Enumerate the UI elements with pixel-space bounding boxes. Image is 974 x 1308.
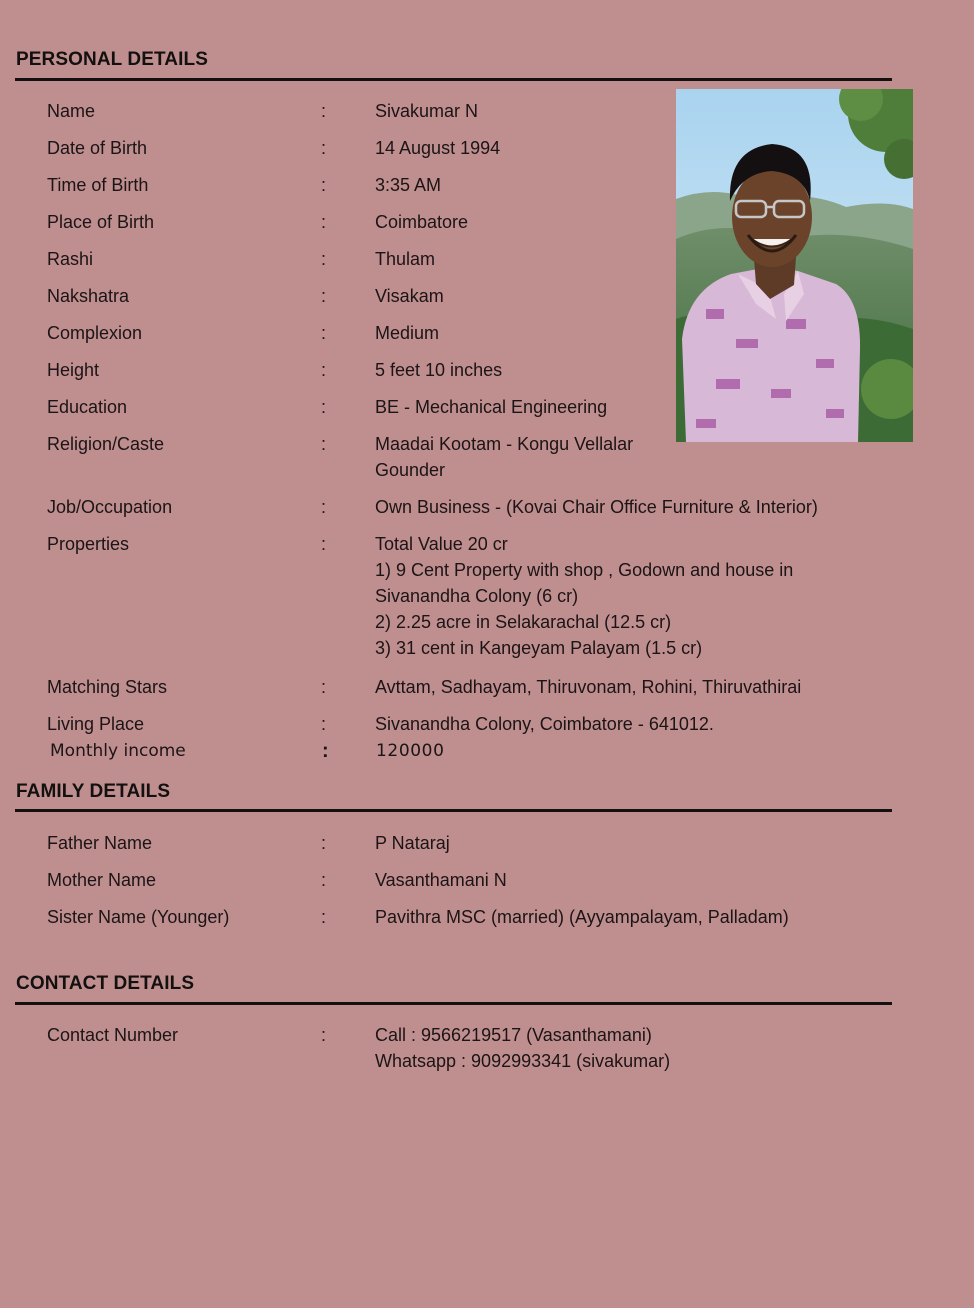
tob-colon: : <box>321 175 327 195</box>
complexion-label: Complexion <box>47 323 143 343</box>
dob-colon: : <box>321 138 327 158</box>
profile-photo <box>676 89 913 442</box>
properties-colon: : <box>321 534 327 554</box>
personal-details-divider <box>15 78 892 81</box>
properties-line: 1) 9 Cent Property with shop , Godown and house in <box>375 560 794 580</box>
father-name-label: Father Name <box>47 833 153 853</box>
rashi-value: Thulam <box>375 249 436 269</box>
profile-photo-illustration <box>676 89 913 442</box>
whatsapp-number: Whatsapp : 9092993341 (sivakumar) <box>375 1051 671 1071</box>
job-label: Job/Occupation <box>47 497 173 517</box>
tob-label: Time of Birth <box>47 175 149 195</box>
religion-caste-colon: : <box>321 434 327 454</box>
properties-line: Total Value 20 cr <box>375 534 508 554</box>
name-value: Sivakumar N <box>375 101 479 121</box>
height-colon: : <box>321 360 327 380</box>
nakshatra-colon: : <box>321 286 327 306</box>
religion-caste-line: Maadai Kootam - Kongu Vellalar <box>375 434 634 454</box>
pob-label: Place of Birth <box>47 212 155 232</box>
dob-label: Date of Birth <box>47 138 148 158</box>
nakshatra-label: Nakshatra <box>47 286 130 306</box>
monthly-income-label: Monthly income <box>50 741 186 761</box>
contact-number-colon: : <box>321 1025 327 1045</box>
name-colon: : <box>321 101 327 121</box>
tob-value: 3:35 AM <box>375 175 442 195</box>
living-place-value: Sivanandha Colony, Coimbatore - 641012. <box>375 714 714 734</box>
job-value: Own Business - (Kovai Chair Office Furniture & Interior) <box>375 497 818 517</box>
properties-line: 3) 31 cent in Kangeyam Palayam (1.5 cr) <box>375 638 703 658</box>
religion-caste-line: Gounder <box>375 460 446 480</box>
height-label: Height <box>47 360 100 380</box>
family-details-heading: FAMILY DETAILS <box>16 781 171 802</box>
matching-stars-colon: : <box>321 677 327 697</box>
monthly-income-colon: : <box>322 740 329 762</box>
complexion-value: Medium <box>375 323 440 343</box>
father-name-colon: : <box>321 833 327 853</box>
contact-number-label: Contact Number <box>47 1025 179 1045</box>
father-name-value: P Nataraj <box>375 833 450 853</box>
living-place-label: Living Place <box>47 714 145 734</box>
education-colon: : <box>321 397 327 417</box>
mother-name-value: Vasanthamani N <box>375 870 507 890</box>
call-number: Call : 9566219517 (Vasanthamani) <box>375 1025 652 1045</box>
living-place-colon: : <box>321 714 327 734</box>
family-details-divider <box>15 809 892 812</box>
matching-stars-value: Avttam, Sadhayam, Thiruvonam, Rohini, Thiruvathirai <box>375 677 802 697</box>
rashi-label: Rashi <box>47 249 94 269</box>
name-label: Name <box>47 101 96 121</box>
matching-stars-label: Matching Stars <box>47 677 168 697</box>
mother-name-colon: : <box>321 870 327 890</box>
sister-name-colon: : <box>321 907 327 927</box>
religion-caste-label: Religion/Caste <box>47 434 165 454</box>
contact-details-divider <box>15 1002 892 1005</box>
height-value: 5 feet 10 inches <box>375 360 503 380</box>
personal-details-heading: PERSONAL DETAILS <box>16 49 208 70</box>
sister-name-value: Pavithra MSC (married) (Ayyampalayam, Palladam) <box>375 907 789 927</box>
sister-name-label: Sister Name (Younger) <box>47 907 230 927</box>
job-colon: : <box>321 497 327 517</box>
monthly-income-value: 120000 <box>376 741 445 761</box>
mother-name-label: Mother Name <box>47 870 157 890</box>
properties-label: Properties <box>47 534 130 554</box>
properties-line: 2) 2.25 acre in Selakarachal (12.5 cr) <box>375 612 672 632</box>
nakshatra-value: Visakam <box>375 286 444 306</box>
properties-line: Sivanandha Colony (6 cr) <box>375 586 579 606</box>
contact-details-heading: CONTACT DETAILS <box>16 973 195 994</box>
complexion-colon: : <box>321 323 327 343</box>
education-label: Education <box>47 397 128 417</box>
pob-colon: : <box>321 212 327 232</box>
pob-value: Coimbatore <box>375 212 469 232</box>
contact-number-value <box>375 1022 845 1074</box>
rashi-colon: : <box>321 249 327 269</box>
dob-value: 14 August 1994 <box>375 138 501 158</box>
properties-value <box>375 531 895 661</box>
education-value: BE - Mechanical Engineering <box>375 397 608 417</box>
